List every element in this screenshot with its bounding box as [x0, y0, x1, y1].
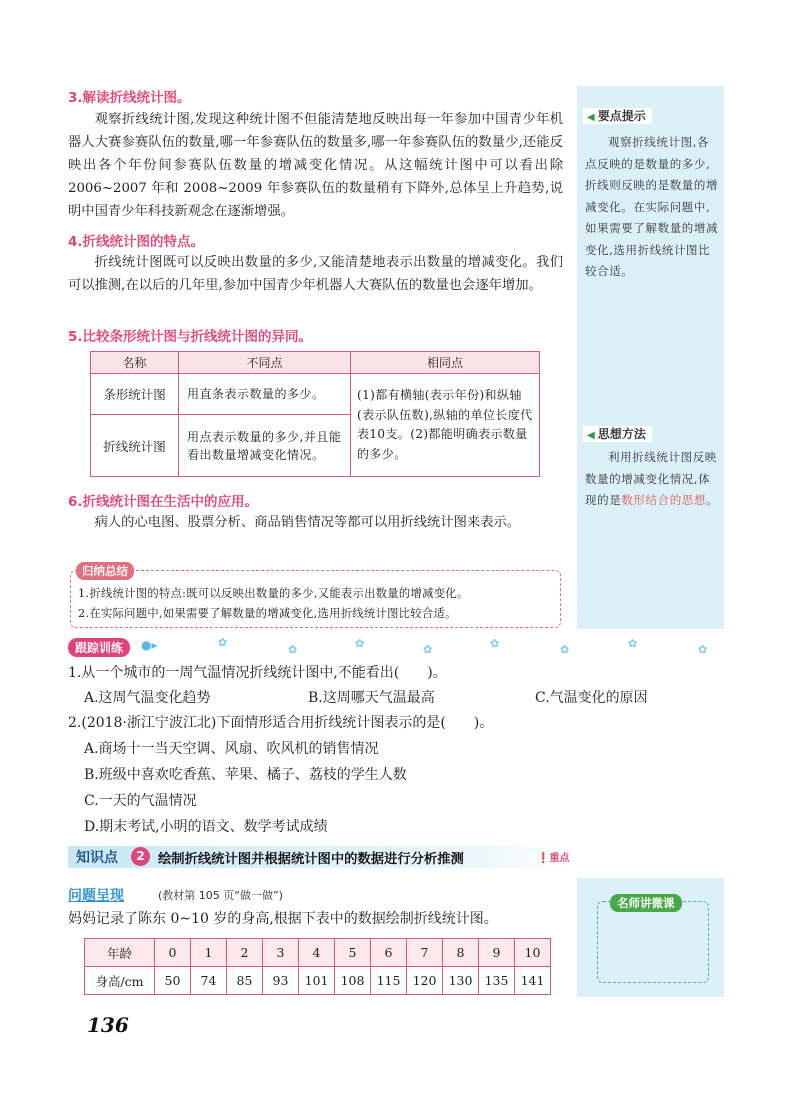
row-name-line-chart: 折线统计图	[91, 415, 179, 477]
teacher-lesson-tag[interactable]: 名师讲微课	[610, 894, 682, 912]
height-cell: 101	[299, 967, 335, 995]
question-1: 1.从一个城市的一周气温情况折线统计图中,不能看出( )。	[68, 665, 447, 681]
problem-note: (教材第 105 页“做一做”)	[158, 889, 283, 902]
row-label-age: 年龄	[85, 939, 155, 967]
paw-icon: ✿	[628, 637, 638, 650]
age-cell: 0	[155, 939, 191, 967]
height-cell: 50	[155, 967, 191, 995]
age-cell: 4	[299, 939, 335, 967]
row-diff-bar-chart: 用直条表示数量的多少。	[179, 374, 351, 415]
knowledge-point-label: 知识点	[76, 850, 118, 866]
problem-label: 问题呈现	[68, 888, 124, 904]
tip-title-method: ◀ 思想方法	[583, 426, 652, 442]
row-diff-line-chart: 用点表示数量的多少,并且能看出数量增减变化情况。	[179, 415, 351, 477]
q1-option-c: C.气温变化的原因	[535, 690, 648, 706]
height-cell: 135	[479, 967, 515, 995]
q1-option-b: B.这周哪天气温最高	[308, 690, 435, 706]
paw-icon: ✿	[288, 643, 298, 656]
section-4-title: 4.折线统计图的特点。	[68, 234, 205, 250]
paw-icon: ✿	[560, 643, 570, 656]
age-cell: 3	[263, 939, 299, 967]
header-same: 相同点	[351, 352, 540, 374]
row-label-height: 身高/cm	[85, 967, 155, 995]
age-cell: 5	[335, 939, 371, 967]
age-cell: 2	[227, 939, 263, 967]
tip-title-key-points: ◀ 要点提示	[583, 108, 652, 124]
knowledge-point-number: 2	[131, 847, 150, 866]
summary-line-1: 1.折线统计图的特点:既可以反映出数量的多少,又能表示出数量的增减变化。	[78, 587, 469, 600]
age-cell: 7	[407, 939, 443, 967]
age-cell: 8	[443, 939, 479, 967]
paw-icon: ✿	[490, 637, 500, 650]
height-cell: 74	[191, 967, 227, 995]
tip-text-key-points: 观察折线统计图,各点反映的是数量的多少,折线则反映的是数量的增减变化。在实际问题中,如果需要了解数量的增减变化,选用折线统计图比较合适。	[585, 135, 719, 278]
triangle-icon: ◀	[587, 112, 595, 123]
section-4-text: 折线统计图既可以反映出数量的多少,又能清楚地表示出数量的增减变化。我们可以推测,在以后的几年里,参加中国青少年机器人大赛队伍的数量也会逐年增加。	[68, 255, 563, 293]
table-row	[91, 374, 540, 415]
age-cell: 6	[371, 939, 407, 967]
q1-option-a: A.这周气温变化趋势	[84, 690, 211, 706]
common-points-cell: (1)都有横轴(表示年份)和纵轴(表示队伍数),纵轴的单位长度代表10支。(2)都能明确表示数量的多少。	[351, 374, 540, 477]
play-arrow-icon: ●▸	[141, 638, 158, 652]
age-cell: 1	[191, 939, 227, 967]
key-point-badge: ❗重点	[537, 853, 570, 864]
header-diff: 不同点	[179, 352, 351, 374]
section-6-text: 病人的心电图、股票分析、商品销售情况等都可以用折线统计图来表示。	[94, 515, 521, 530]
page-number: 136	[87, 1013, 129, 1037]
header-name: 名称	[91, 352, 179, 374]
q2-option-b: B.班级中喜欢吃香蕉、苹果、橘子、荔枝的学生人数	[84, 767, 407, 783]
section-3-text: 观察折线统计图,发现这种统计图不但能清楚地反映出每一年参加中国青少年机器人大赛参赛队伍的数量,哪一年参赛队伍的数量多,哪一年参赛队伍的数量少,还能反映出各个年份间参赛队伍数量的增减变化情况。从这幅统计图中可以看出除 2006~2007 年和 2008~2009 年参赛队伍的数量稍有下降外,总体呈上升趋势,说明中国青少年科技新观念在逐渐增强。	[68, 112, 563, 219]
practice-tag: 跟踪训练	[68, 638, 130, 657]
paw-icon: ✿	[355, 637, 365, 650]
row-name-bar-chart: 条形统计图	[91, 374, 179, 415]
paw-icon: ✿	[218, 636, 228, 649]
q2-option-d: D.期末考试,小明的语文、数学考试成绩	[84, 819, 328, 835]
height-cell: 85	[227, 967, 263, 995]
height-cell: 120	[407, 967, 443, 995]
table-header-row	[91, 352, 540, 374]
problem-text: 妈妈记录了陈东 0~10 岁的身高,根据下表中的数据绘制折线统计图。	[68, 911, 498, 927]
height-cell: 141	[515, 967, 551, 995]
section-6-title: 6.折线统计图在生活中的应用。	[68, 494, 259, 510]
q2-option-a: A.商场十一当天空调、风扇、吹风机的销售情况	[84, 741, 379, 757]
summary-tag: 归纳总结	[76, 562, 134, 580]
q2-option-c: C.一天的气温情况	[84, 793, 197, 809]
paw-icon: ✿	[423, 643, 433, 656]
age-cell: 9	[479, 939, 515, 967]
table-row	[85, 939, 551, 967]
height-cell: 108	[335, 967, 371, 995]
summary-line-2: 2.在实际问题中,如果需要了解数量的增减变化,选用折线统计图比较合适。	[78, 607, 457, 620]
section-3-title: 3.解读折线统计图。	[68, 90, 191, 106]
triangle-icon: ◀	[587, 430, 595, 441]
comparison-table	[90, 351, 540, 477]
knowledge-point-title: 绘制折线统计图并根据统计图中的数据进行分析推测	[158, 852, 464, 867]
height-cell: 93	[263, 967, 299, 995]
teacher-lesson-box[interactable]	[597, 901, 709, 983]
height-cell: 115	[371, 967, 407, 995]
paw-icon: ✿	[698, 643, 708, 656]
question-2: 2.(2018·浙江宁波江北)下面情形适合用折线统计图表示的是( )。	[68, 715, 494, 731]
table-row	[85, 967, 551, 995]
tip-text-method: 利用折线统计图反映数量的增减变化情况,体现的是数形结合的思想。	[585, 450, 719, 507]
age-cell: 10	[515, 939, 551, 967]
height-cell: 130	[443, 967, 479, 995]
height-data-table	[84, 938, 551, 995]
section-5-title: 5.比较条形统计图与折线统计图的异同。	[68, 329, 313, 345]
